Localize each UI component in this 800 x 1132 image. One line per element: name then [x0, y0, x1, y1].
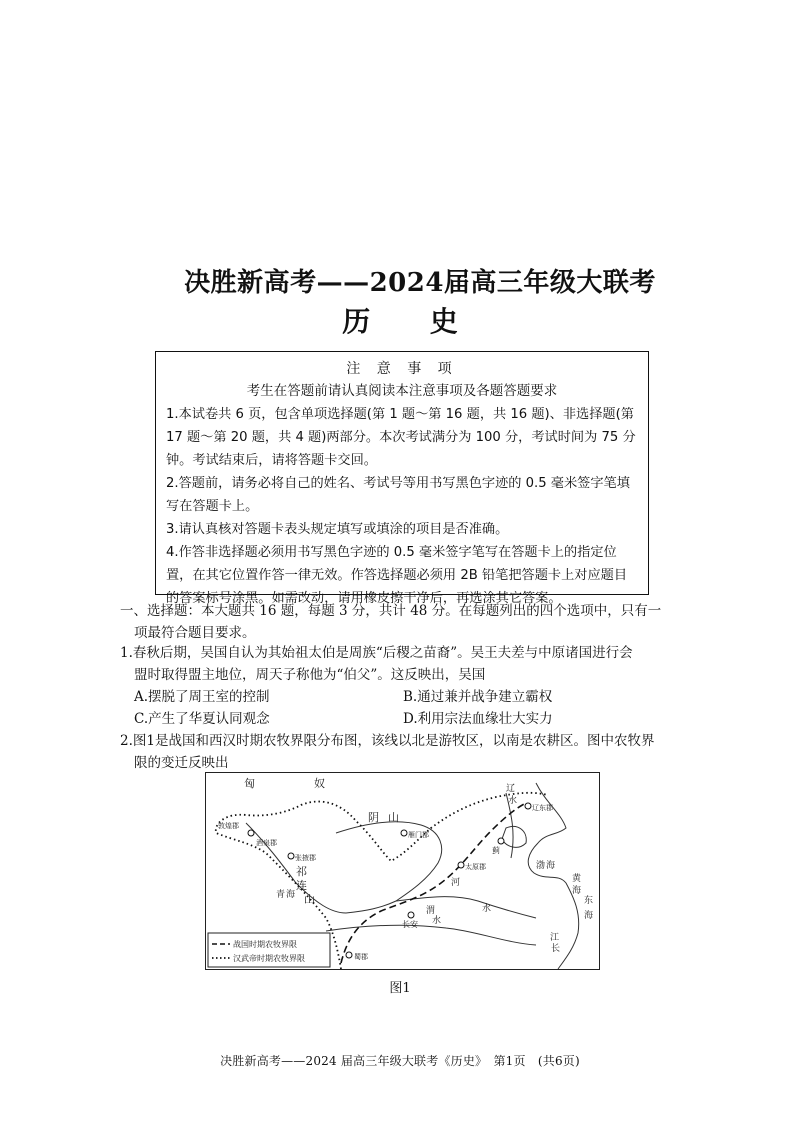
q2-stem-line2: 限的变迁反映出 — [134, 755, 229, 771]
ji-marker — [498, 838, 504, 844]
notice-item-4: 4.作答非选择题必须用书写黑色字迹的 0.5 毫米签字笔写在答题卡上的指定位置，在其它位置作答一律无效。作答选择题必须用 2B 铅笔把答题卡上对应题目的答案标号涂黑。如需改动，请用橡皮擦干净后，再选涂其它答案。 — [166, 545, 628, 606]
map-label-zhangye: 张掖郡 — [295, 854, 316, 862]
yanmen-marker — [401, 830, 407, 836]
q1-option-b[interactable]: B.通过兼并战争建立霸权 — [403, 689, 553, 705]
changan-marker — [408, 912, 414, 918]
subject-char-2: 史 — [429, 305, 458, 338]
map-legend — [208, 933, 330, 967]
shu-marker — [346, 952, 352, 958]
map-label-xiongnu-2: 奴 — [314, 777, 325, 790]
map-caption: 图1 — [389, 981, 411, 996]
legend-warring-states: 战国时期农牧界限 — [233, 940, 297, 949]
map-label-donghai-2: 海 — [584, 911, 594, 921]
map-label-liaodong: 辽东郡 — [532, 804, 553, 812]
map-label-yellow-2: 海 — [572, 886, 582, 896]
map-label-qinghai-2: 海 — [286, 890, 296, 900]
section-heading-line1: 一、选择题：本大题共 16 题，每题 3 分，共计 48 分。在每题列出的四个选项中，只有一 — [120, 603, 662, 619]
map-label-donghai-1: 东 — [584, 896, 594, 906]
map-drawing — [206, 773, 599, 969]
map-label-liao-1: 辽 — [506, 784, 516, 794]
section-heading-line2: 项最符合题目要求。 — [134, 625, 256, 641]
notice-item-1: 1.本试卷共 6 页，包含单项选择题(第 1 题～第 16 题，共 16 题)、非选择题(第 17 题～第 20 题，共 4 题)两部分。本次考试满分为 100 分，考试时间为 75 分钟。考试结束后，请将答题卡交回。 — [166, 407, 636, 468]
zhangye-marker — [288, 853, 294, 859]
notice-item-2: 2.答题前，请务必将自己的姓名、考试号等用书写黑色字迹的 0.5 毫米签字笔填写在答题卡上。 — [166, 476, 630, 514]
map-label-yinshan-2: 山 — [388, 811, 399, 824]
map-label-shu: 蜀郡 — [354, 953, 368, 961]
map-label-qinghai-1: 青 — [276, 890, 286, 900]
notice-title: 注 意 事 项 — [346, 361, 458, 377]
q2-stem-line1: 2.图1是战国和西汉时期农牧界限分布图，该线以北是游牧区，以南是农耕区。图中农牧界 — [120, 733, 655, 749]
map-label-jiang-2: 长 — [551, 944, 561, 954]
notice-subtitle: 考生在答题前请认真阅读本注意事项及各题答题要求 — [246, 383, 558, 399]
legend-han-wudi: 汉武帝时期农牧界限 — [233, 954, 305, 963]
map-label-xiongnu-1: 匈 — [244, 777, 255, 790]
map-label-ji: 蓟 — [492, 846, 500, 855]
map-label-shui-1: 水 — [482, 904, 492, 914]
map-label-he-1: 河 — [451, 878, 461, 888]
map-label-jiang-1: 江 — [550, 933, 560, 943]
map-label-jiuquan: 酒泉郡 — [256, 839, 277, 847]
map-label-qilian-3: 山 — [304, 893, 315, 906]
liaodong-marker — [525, 803, 531, 809]
map-label-wei-1: 渭 — [426, 906, 436, 916]
map-label-liao-2: 水 — [508, 796, 518, 806]
map-label-qilian-1: 祁 — [296, 865, 307, 878]
map-label-yinshan-1: 阴 — [368, 811, 379, 824]
map-label-dunhuang: 敦煌郡 — [218, 822, 239, 830]
q1-stem-line1: 1.春秋后期，吴国自认为其始祖太伯是周族“后稷之苗裔”。吴王夫差与中原诸国进行会 — [120, 645, 633, 661]
subject-title — [0, 300, 800, 340]
exam-title: 决胜新高考——2024届高三年级大联考 — [184, 268, 656, 298]
taiyuan-marker — [458, 862, 464, 868]
page-footer: 决胜新高考——2024 届高三年级大联考《历史》 第1页 (共6页) — [220, 1054, 580, 1068]
q1-option-c[interactable]: C.产生了华夏认同观念 — [134, 711, 270, 727]
notice-box — [155, 351, 649, 606]
q1-stem-line2: 盟时取得盟主地位，周天子称他为“伯父”。这反映出，吴国 — [134, 667, 486, 683]
map-label-taiyuan: 太原郡 — [465, 863, 486, 871]
subject-char-1: 历 — [342, 305, 371, 338]
map-label-bohai-1: 渤 — [536, 861, 546, 871]
notice-item-3: 3.请认真核对答题卡表头规定填写或填涂的项目是否准确。 — [166, 522, 509, 537]
map-label-bohai-2: 海 — [546, 861, 556, 871]
map-label-shui-2: 水 — [432, 916, 442, 926]
q1-option-a[interactable]: A.摆脱了周王室的控制 — [134, 689, 270, 705]
map-label-yellow-1: 黄 — [572, 874, 582, 884]
map-label-yanmen: 雁门郡 — [408, 831, 429, 839]
map-label-changan: 长安 — [402, 920, 418, 929]
map-label-qilian-2: 连 — [296, 879, 307, 892]
q1-option-d[interactable]: D.利用宗法血缘壮大实力 — [403, 711, 553, 727]
dunhuang-marker — [248, 830, 254, 836]
map-figure — [205, 772, 600, 970]
